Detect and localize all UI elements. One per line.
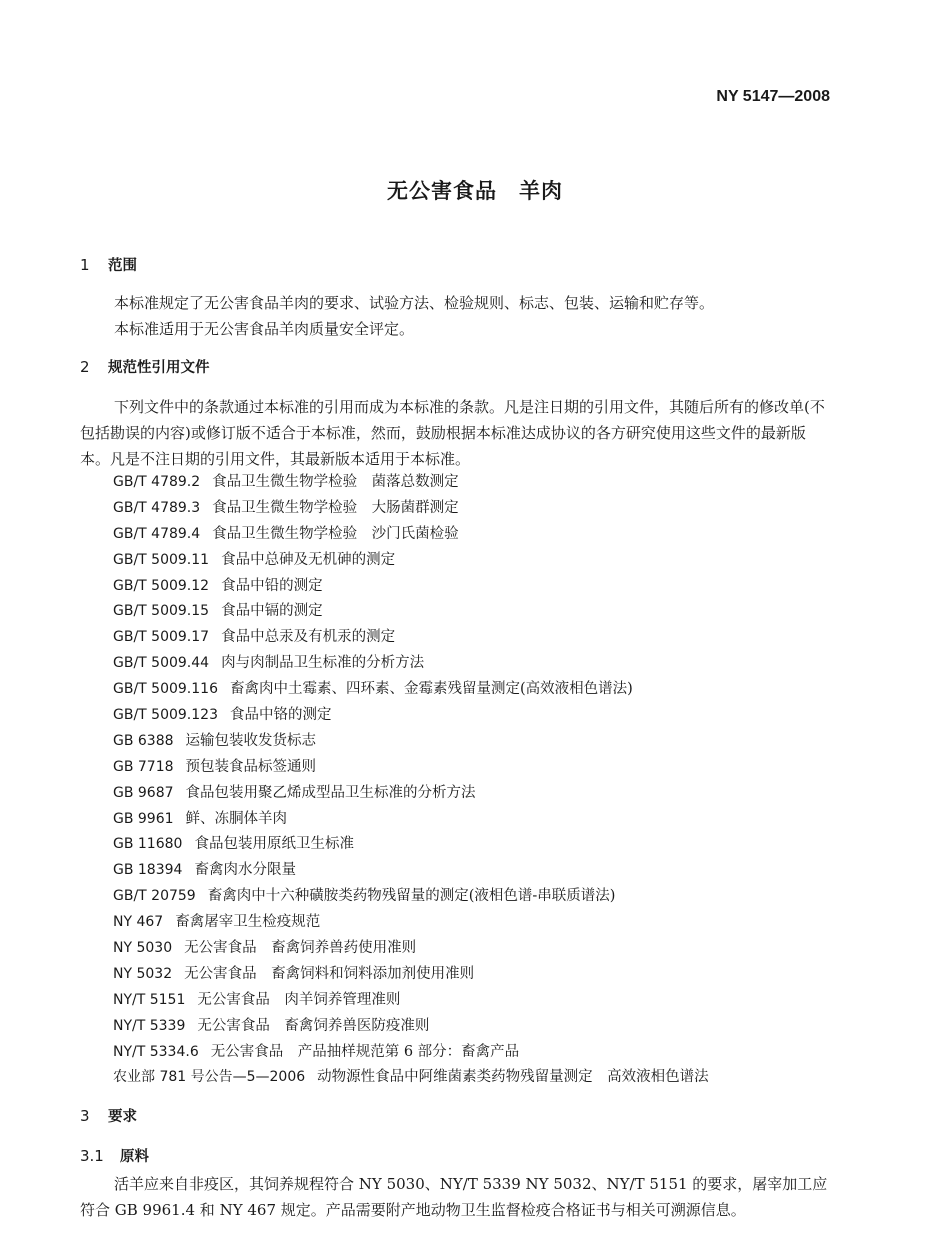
reference-title: 食品包装用聚乙烯成型品卫生标准的分析方法	[185, 784, 476, 801]
reference-title: 食品中铬的测定	[229, 707, 332, 724]
reference-item	[113, 1014, 709, 1040]
reference-title: 食品卫生微生物学检验 菌落总数测定	[212, 474, 459, 490]
reference-title: 畜禽肉中土霉素、四环素、金霉素残留量测定(高效液相色谱法)	[229, 681, 633, 698]
reference-code: GB 9687	[113, 784, 174, 801]
reference-title: 食品卫生微生物学检验 沙门氏菌检验	[212, 525, 459, 542]
section-3-1-heading	[80, 1145, 149, 1166]
reference-title: 畜禽屠宰卫生检疫规范	[175, 914, 321, 931]
paragraph-text: 下列文件中的条款通过本标准的引用而成为本标准的条款。凡是注日期的引用文件，其随后所有的修改单(不包括勘误的内容)或修订版不适合于本标准，然而，鼓励根据本标准达成协议的各方研究使用这些文件的最新版本。凡是不注日期的引用文件，其最新版本适用于本标准。	[80, 398, 825, 468]
reference-title: 运输包装收发货标志	[185, 732, 317, 749]
reference-code: GB/T 5009.116	[113, 681, 218, 698]
section-2-intro	[80, 394, 830, 472]
section-number: 3.1	[80, 1147, 104, 1165]
reference-code: GB/T 20759	[113, 888, 196, 905]
reference-code: GB/T 5009.123	[113, 707, 218, 724]
reference-title: 无公害食品 肉羊饲养管理准则	[197, 991, 401, 1008]
reference-code: GB/T 5009.44	[113, 655, 210, 672]
paragraph	[80, 290, 830, 316]
reference-code: GB/T 5009.11	[113, 551, 210, 568]
section-3-1-body	[80, 1171, 830, 1223]
reference-code: NY 5032	[113, 965, 173, 982]
reference-item	[113, 625, 709, 651]
reference-title: 食品中镉的测定	[221, 603, 323, 620]
reference-item	[113, 470, 709, 496]
reference-title: 食品中总砷及无机砷的测定	[221, 551, 396, 568]
section-title: 范围	[108, 258, 137, 274]
reference-item	[113, 910, 709, 936]
reference-title: 食品包装用原纸卫生标准	[194, 836, 354, 853]
section-title: 规范性引用文件	[108, 360, 210, 376]
reference-item	[113, 962, 709, 988]
section-number: 2	[80, 358, 90, 376]
reference-title: 鲜、冻胴体羊肉	[185, 810, 288, 827]
reference-item	[113, 858, 709, 884]
reference-title: 无公害食品 畜禽饲料和饲料添加剂使用准则	[184, 965, 475, 982]
reference-code: GB 11680	[113, 836, 183, 853]
reference-code: GB 9961	[113, 810, 174, 827]
reference-code: NY/T 5339	[113, 1017, 186, 1034]
section-3-heading	[80, 1105, 137, 1126]
section-number: 3	[80, 1107, 90, 1125]
reference-code: GB/T 4789.3	[113, 499, 201, 516]
reference-item	[113, 522, 709, 548]
reference-title: 无公害食品 畜禽饲养兽药使用准则	[184, 940, 417, 957]
reference-code: GB/T 4789.2	[113, 474, 201, 490]
reference-title: 食品卫生微生物学检验 大肠菌群测定	[212, 499, 459, 516]
reference-item	[113, 832, 709, 858]
reference-title: 畜禽肉中十六种磺胺类药物残留量的测定(液相色谱-串联质谱法)	[207, 888, 616, 905]
reference-title: 无公害食品 畜禽饲养兽医防疫准则	[197, 1017, 430, 1034]
reference-title: 食品中总汞及有机汞的测定	[221, 629, 396, 646]
reference-title: 预包装食品标签通则	[185, 758, 317, 775]
reference-code: GB/T 4789.4	[113, 525, 201, 542]
reference-title: 动物源性食品中阿维菌素类药物残留量测定 高效液相色谱法	[317, 1069, 709, 1086]
reference-item	[113, 936, 709, 962]
document-title: 无公害食品 羊肉	[387, 179, 563, 203]
reference-code: GB 18394	[113, 862, 183, 879]
reference-item	[113, 599, 709, 625]
standard-code: NY 5147—2008	[716, 88, 830, 105]
reference-item	[113, 651, 709, 677]
reference-item	[113, 677, 709, 703]
reference-item	[113, 548, 709, 574]
section-1-heading	[80, 254, 137, 275]
reference-code: NY 467	[113, 914, 164, 931]
reference-title: 肉与肉制品卫生标准的分析方法	[221, 655, 425, 672]
reference-code: GB/T 5009.17	[113, 629, 210, 646]
reference-item	[113, 729, 709, 755]
reference-code: NY/T 5151	[113, 991, 186, 1008]
reference-code: GB/T 5009.12	[113, 577, 210, 594]
reference-title: 食品中铅的测定	[221, 577, 323, 594]
reference-code: GB/T 5009.15	[113, 603, 210, 620]
reference-title: 无公害食品 产品抽样规范第 6 部分：畜禽产品	[210, 1043, 520, 1060]
reference-item	[113, 781, 709, 807]
reference-item	[113, 703, 709, 729]
reference-code: 农业部 781 号公告—5—2006	[113, 1069, 306, 1086]
reference-item	[113, 755, 709, 781]
section-number: 1	[80, 256, 90, 274]
reference-item	[113, 574, 709, 600]
reference-item	[113, 1065, 709, 1091]
reference-list	[113, 470, 709, 1091]
reference-item	[113, 988, 709, 1014]
section-2-heading	[80, 356, 210, 377]
reference-code: GB 6388	[113, 732, 174, 749]
paragraph-text: 活羊应来自非疫区，其饲养规程符合 NY 5030、NY/T 5339 NY 5032、NY/T 5151 的要求，屠宰加工应符合 GB 9961.4 和 NY 467 规定。产品需要附产地动物卫生监督检疫合格证书与相关可溯源信息。	[80, 1175, 828, 1219]
reference-item	[113, 884, 709, 910]
reference-code: NY 5030	[113, 940, 173, 957]
paragraph-text: 本标准规定了无公害食品羊肉的要求、试验方法、检验规则、标志、包装、运输和贮存等。	[114, 294, 715, 312]
paragraph-text: 本标准适用于无公害食品羊肉质量安全评定。	[114, 320, 415, 338]
reference-code: GB 7718	[113, 758, 174, 775]
reference-item	[113, 496, 709, 522]
section-title: 原料	[120, 1149, 149, 1165]
section-title: 要求	[108, 1109, 137, 1125]
reference-title: 畜禽肉水分限量	[194, 862, 296, 879]
reference-item	[113, 807, 709, 833]
reference-item	[113, 1040, 709, 1066]
paragraph	[80, 316, 830, 342]
reference-code: NY/T 5334.6	[113, 1043, 199, 1060]
section-1-body	[80, 290, 830, 342]
